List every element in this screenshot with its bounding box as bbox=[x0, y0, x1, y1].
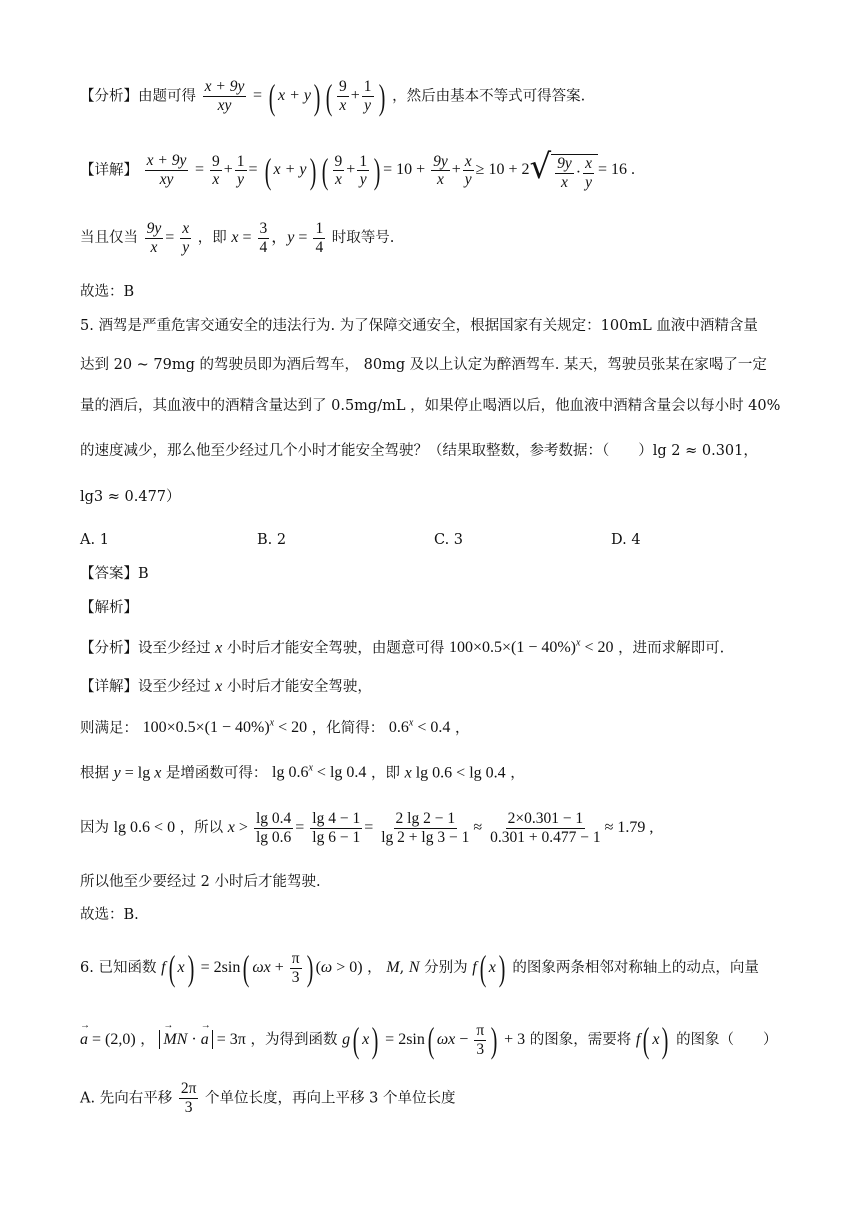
option-b[interactable]: B. 2 bbox=[257, 532, 287, 548]
q5-detail-2: 则满足： $100\times 0.5\times(1 - 40\%)^x < 20$ ，化简得： $0.6^x < 0.4$ ， bbox=[80, 718, 470, 737]
text: 6. 已知函数 bbox=[80, 959, 157, 976]
text: 时取等号. bbox=[331, 229, 395, 246]
q5-analysis: 【分析】设至少经过 x 小时后才能安全驾驶，由题意可得 $100\times 0.5\times(1 - 40\%)^x < 20$ ，进而求解即可. bbox=[80, 638, 725, 657]
option-a[interactable]: A. 1 bbox=[80, 532, 109, 548]
text: 是增函数可得： bbox=[165, 765, 268, 782]
q5-choice: 故选：B. bbox=[80, 907, 139, 923]
text: ，所以 bbox=[179, 819, 224, 836]
q6-option-a[interactable]: A. 先向右平移 $\frac{2\pi}{3}$ 个单位长度，再向上平移 3 个单位长度 bbox=[80, 1080, 456, 1116]
jiexi-label: 【解析】 bbox=[80, 600, 138, 616]
q5-conclusion: 所以他至少要经过 2 小时后才能驾驶. bbox=[80, 874, 321, 890]
q6-line-1: 6. 已知函数 f( x) = 2sin( ωx + $\frac{\pi}{3}$ ) (ω > 0) ， M, N 分别为 f( x) 的图象两条相邻对称轴上的动点，向量 bbox=[80, 948, 759, 989]
q5-line-1: 5. 酒驾是严重危害交通安全的违法行为. 为了保障交通安全，根据国家有关规定：100mL 血液中酒精含量 bbox=[80, 318, 758, 334]
text: ，为得到函数 bbox=[250, 1031, 338, 1048]
answer: 【答案】B bbox=[80, 566, 149, 582]
text: A. 先向右平移 bbox=[80, 1090, 173, 1107]
text: ，进而求解即可. bbox=[618, 640, 725, 657]
text: ，化简得： bbox=[311, 720, 385, 737]
q5-line-5: lg3 ≈ 0.477） bbox=[80, 489, 181, 505]
q6-line-2: → a = (2,0) ， → MN · → a = 3π ，为得到函数 g( x) = 2sin( ωx − $\frac{\pi}{3}$ ) + 3 的图象，需要将 f( x) 的图象（ ） bbox=[80, 1022, 778, 1059]
fraction: $\frac{x + 9y}{xy}$ bbox=[204, 78, 245, 114]
q5-detail-3: 根据 y = lg x 是增函数可得： $\lg 0.6^x < \lg 0.4$ ，即 x lg 0.6 < lg 0.4 ， bbox=[80, 763, 525, 782]
analysis-line-1: 【分析】由题可得 $\frac{x + 9y}{xy}$ = ( x + y) ( $\frac{9}{x}$ + $\frac{1}{y}$ ) ，然后由基本不等式可得答案. bbox=[80, 76, 586, 117]
equality-line: 当且仅当 $\frac{9y}{x}$ = $\frac{x}{y}$ ，即 x = $\frac{3}{4}$ ，y = $\frac{1}{4}$ 时取等号. bbox=[80, 220, 395, 256]
q5-detail-1: 【详解】设至少经过 x 小时后才能安全驾驶， bbox=[80, 678, 372, 695]
text: 个单位长度，再向上平移 3 个单位长度 bbox=[205, 1090, 456, 1107]
text: 分别为 bbox=[424, 959, 468, 976]
text: ，即 bbox=[371, 765, 400, 782]
q5-line-4: 的速度减少，那么他至少经过几个小时才能安全驾驶？（结果取整数，参考数据：（ ）lg 2 ≈ 0.301， bbox=[80, 443, 758, 459]
text: 小时后才能安全驾驶，由题意可得 bbox=[226, 640, 445, 657]
text: 的图象，需要将 bbox=[529, 1031, 632, 1048]
text: 【分析】设至少经过 bbox=[80, 640, 211, 657]
text: 的图象（ ） bbox=[676, 1031, 778, 1048]
text: 根据 bbox=[80, 765, 109, 782]
text: 当且仅当 bbox=[80, 229, 138, 246]
text: 【分析】由题可得 bbox=[80, 88, 196, 105]
text: ，即 bbox=[197, 229, 227, 246]
q5-line-3: 量的酒后，其血液中的酒精含量达到了 0.5mg/mL ，如果停止喝酒以后，他血液中酒精含量会以每小时 40% bbox=[80, 398, 781, 414]
text: 小时后才能安全驾驶， bbox=[226, 679, 372, 695]
text: 【详解】 bbox=[80, 162, 138, 179]
text: 的图象两条相邻对称轴上的动点，向量 bbox=[512, 959, 759, 976]
text: 则满足： bbox=[80, 720, 138, 737]
q5-line-2: 达到 20 ~ 79mg 的驾驶员即为酒后驾车， 80mg 及以上认定为醉酒驾车. 某天，驾驶员张某在家喝了一定 bbox=[80, 357, 767, 373]
q5-detail-4: 因为 lg 0.6 < 0 ，所以 x > $\frac{\lg 0.4}{\lg 0.6}$ = $\frac{\lg 4 - 1}{\lg 6 - 1}$ = $\frac{2 \lg 2 - 1}{\lg 2 + \lg 3 - 1}$ ≈ $\frac{2\times 0.301 - 1}{0.301 + 0.477 - 1}$ ≈ 1.79 , bbox=[80, 810, 654, 846]
text: 【详解】设至少经过 bbox=[80, 679, 211, 695]
choice-line: 故选：B bbox=[80, 284, 135, 300]
option-d[interactable]: D. 4 bbox=[611, 532, 641, 548]
text: 因为 bbox=[80, 819, 109, 836]
text: ，然后由基本不等式可得答案. bbox=[392, 88, 586, 105]
option-c[interactable]: C. 3 bbox=[434, 532, 464, 548]
detail-line-1: 【详解】 $\frac{x + 9y}{xy}$ = $\frac{9}{x}$ + $\frac{1}{y}$ = ( x + y) ( $\frac{9}{x}$ + $\frac{1}{y}$ ) = 10 + $\frac{9y}{x}$ + $\frac{x}{y}$ ≥ 10 + 2 √ $\frac{9y}{x}$ · $\frac{x}{y}$ = 16 . bbox=[80, 147, 636, 191]
